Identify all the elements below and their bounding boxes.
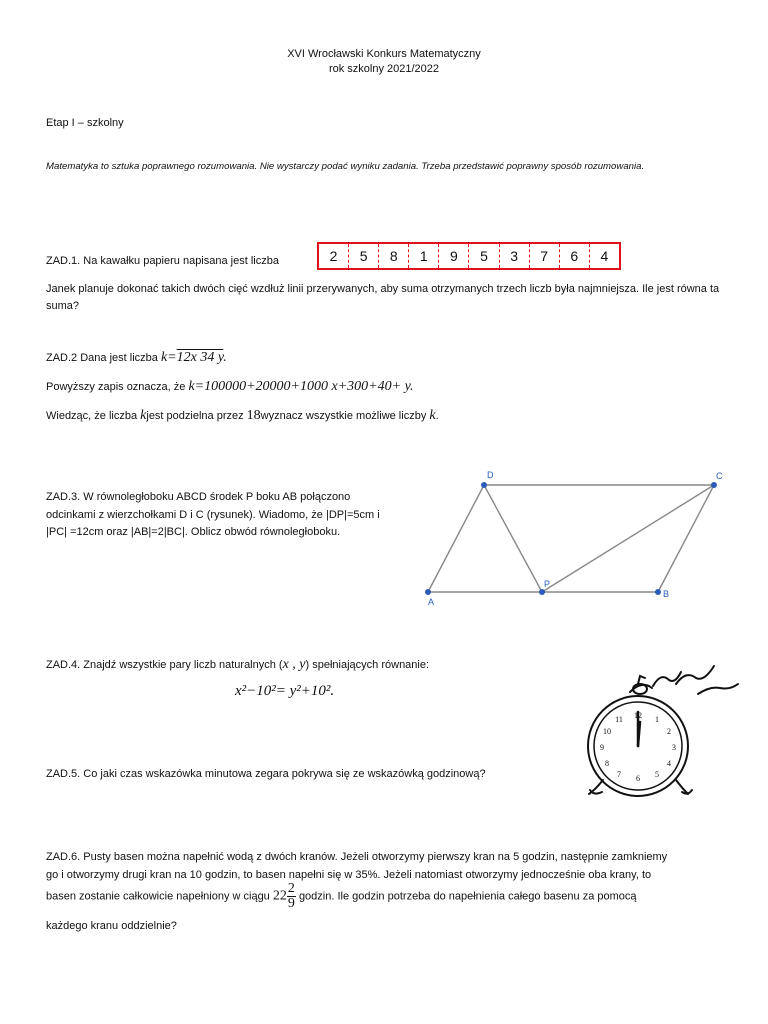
digit-cell: 5 (349, 244, 379, 268)
zad2-intro: ZAD.2 Dana jest liczba (46, 352, 158, 364)
k-symbol: k (140, 408, 147, 423)
zad5-text: ZAD.5. Co jaki czas wskazówka minutowa zegara pokrywa się ze wskazówką godzinową? (46, 768, 486, 780)
digit-cell: 3 (500, 244, 530, 268)
zad3-line1: ZAD.3. W równoległoboku ABCD środek P boku AB połączono (46, 491, 351, 503)
zad6-line4: każdego kranu oddzielnie? (46, 920, 177, 932)
zad6-text (46, 848, 736, 884)
point-a (425, 589, 431, 595)
clock-num-7: 7 (617, 770, 621, 779)
pair-xy: x , y (282, 657, 306, 672)
label-p: P (544, 579, 551, 589)
zad1-intro: ZAD.1. Na kawałku papieru napisana jest liczba (46, 255, 279, 267)
zad2-line2-prefix: Powyższy zapis oznacza, że (46, 381, 186, 393)
mixed-whole: 22 (272, 888, 287, 904)
clock-num-10: 10 (603, 727, 611, 736)
clock-num-1: 1 (655, 715, 659, 724)
zad6-line3-suffix: godzin. Ile godzin potrzeba do napełnienia całego basenu za pomocą (298, 890, 637, 903)
divisor: 18 (246, 408, 261, 423)
school-year: rok szkolny 2021/2022 (328, 63, 440, 75)
zad2-line3: Wiedząc, że liczba kjest podzielna przez 18wyznacz wszystkie możliwe liczby k. (46, 408, 439, 423)
zad4-equation: x²−10²= y²+10². (235, 683, 335, 699)
zad2-line2: Powyższy zapis oznacza, że k=100000+20000+1000 x+300+40+ y. (46, 379, 414, 394)
point-p (539, 589, 545, 595)
clock-num-2: 2 (667, 727, 671, 736)
zad6-line3-prefix: basen zostanie całkowicie napełniony w ciągu (46, 890, 270, 903)
zad1-text: Janek planuje dokonać takich dwóch cięć wzdłuż linii przerywanych, aby suma otrzymanych trzech liczb była najmniejsza. Ile jest równa ta suma? (46, 283, 720, 312)
zad4-text-b: ) spełniających równanie: (305, 659, 430, 671)
label-a: A (428, 597, 435, 607)
k-left: k= (160, 350, 177, 365)
parallelogram-figure (418, 466, 738, 611)
clock-num-12: 12 (634, 711, 642, 720)
zad6-line3 (46, 882, 637, 911)
zad6-line1: ZAD.6. Pusty basen można napełnić wodą z dwóch kranów. Jeżeli otworzymy pierwszy kran na 5 godzin, następnie zamkniemy (46, 851, 668, 863)
contest-title: XVI Wrocławski Konkurs Matematyczny (287, 48, 481, 60)
zad3-text (46, 489, 426, 542)
point-d (481, 482, 487, 488)
label-d: D (487, 470, 494, 480)
digit-cell: 9 (439, 244, 469, 268)
digit-cell: 4 (600, 248, 609, 264)
digit-cell: 5 (469, 244, 499, 268)
zad3-line2: odcinkami z wierzchołkami D i C (rysunek). Wiadomo, że |DP|=5cm i (46, 508, 380, 521)
digit-cell: 6 (560, 244, 590, 268)
digit-strip (317, 242, 621, 270)
zad2-line3-mid: jest podzielna przez (146, 410, 244, 422)
clock-num-3: 3 (672, 743, 676, 752)
label-c: C (716, 471, 723, 481)
motto: Matematyka to sztuka poprawnego rozumowania. Nie wystarczy podać wyniku zadania. Trzeba przedstawić poprawny sposób rozumowania. (46, 161, 645, 172)
zad2-line1: ZAD.2 Dana jest liczba k=12x 34 y. (46, 350, 227, 365)
document-header (0, 47, 768, 77)
clock-drawing (578, 658, 743, 798)
mixed-fraction (287, 882, 296, 911)
fraction-numerator: 2 (287, 881, 295, 896)
zad2-line3-rest: wyznacz wszystkie możliwe liczby (260, 410, 427, 422)
zad2-line3-prefix: Wiedząc, że liczba (46, 410, 138, 422)
clock-num-5: 5 (655, 770, 659, 779)
point-c (711, 482, 717, 488)
zad4-text (46, 657, 429, 673)
digit-cell: 7 (530, 244, 560, 268)
clock-num-11: 11 (615, 715, 623, 724)
clock-num-6: 6 (636, 774, 640, 783)
zad3-line3: |PC| =12cm oraz |AB|=2|BC|. Oblicz obwód równoległoboku. (46, 526, 341, 538)
zad6-line2: go i otworzymy drugi kran na 10 godzin, to basen napełni się w 35%. Jeżeli natomiast otworzymy jednocześnie oba krany, to (46, 869, 652, 881)
k-digits: 12x 34 y (176, 350, 224, 365)
zad4-text-a: ZAD.4. Znajdź wszystkie pary liczb naturalnych ( (46, 659, 283, 671)
clock-num-8: 8 (605, 759, 609, 768)
digit-cell: 8 (379, 244, 409, 268)
k-symbol-2: k (429, 408, 436, 423)
clock-num-4: 4 (667, 759, 671, 768)
clock-num-9: 9 (600, 743, 604, 752)
stage-label: Etap I – szkolny (46, 117, 124, 129)
digit-cell: 2 (319, 244, 349, 268)
k-expansion: k=100000+20000+1000 x+300+40+ y (188, 379, 411, 394)
digit-cell: 1 (409, 244, 439, 268)
point-b (655, 589, 661, 595)
fraction-denominator: 9 (287, 896, 295, 911)
label-b: B (663, 589, 670, 599)
